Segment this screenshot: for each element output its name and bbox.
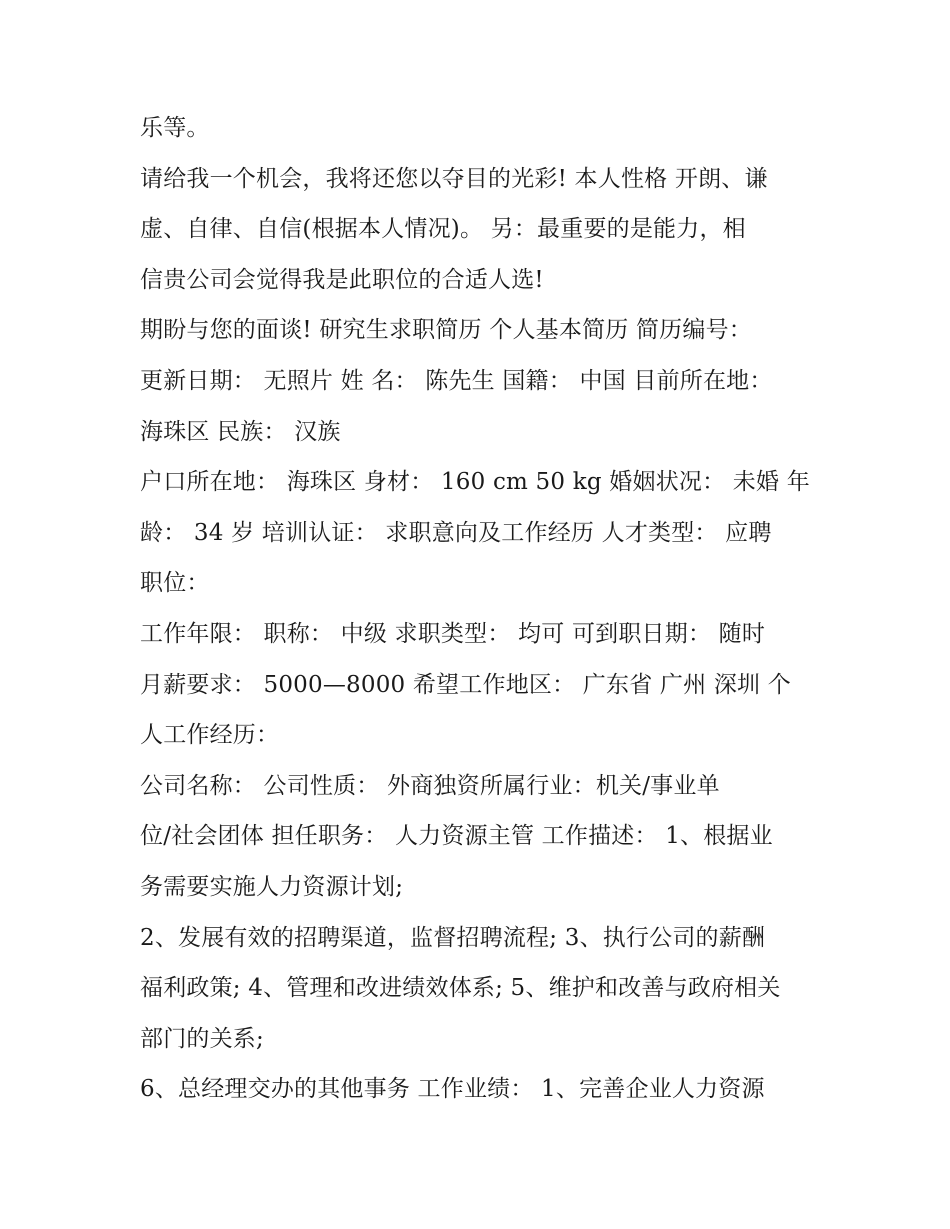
text-line: 务需要实施人力资源计划; — [140, 873, 404, 900]
text-line: 期盼与您的面谈! 研究生求职简历 个人基本简历 简历编号： — [140, 317, 752, 344]
text-line: 位/社会团体 担任职务： 人力资源主管 工作描述： 1、根据业 — [140, 823, 773, 850]
text-line: 公司名称： 公司性质： 外商独资所属行业：机关/事业单 — [140, 772, 720, 799]
text-line: 龄： 34 岁 培训认证： 求职意向及工作经历 人才类型： 应聘 — [140, 519, 772, 546]
text-line: 部门的关系; — [140, 1025, 264, 1052]
text-line: 2、发展有效的招聘渠道，监督招聘流程; 3、执行公司的薪酬 — [140, 924, 766, 951]
text-line: 虚、自律、自信(根据本人情况)。 另：最重要的是能力，相 — [140, 216, 746, 243]
text-line: 职位： — [140, 570, 210, 597]
text-line: 海珠区 民族： 汉族 — [140, 418, 341, 445]
text-line: 福利政策; 4、管理和改进绩效体系; 5、维护和改善与政府相关 — [140, 975, 781, 1002]
text-line: 工作年限： 职称： 中级 求职类型： 均可 可到职日期： 随时 — [140, 620, 766, 647]
text-line: 6、总经理交办的其他事务 工作业绩： 1、完善企业人力资源 — [140, 1076, 765, 1103]
text-line: 更新日期： 无照片 姓 名： 陈先生 国籍： 中国 目前所在地： — [140, 367, 773, 394]
text-line: 乐等。 — [140, 115, 210, 141]
document-body — [140, 103, 820, 1115]
text-line: 请给我一个机会，我将还您以夺目的光彩! 本人性格 开朗、谦 — [140, 165, 768, 192]
text-line: 信贵公司会觉得我是此职位的合适人选! — [140, 266, 544, 293]
text-line: 户口所在地： 海珠区 身材： 160 cm 50 kg 婚姻状况： 未婚 年 — [140, 469, 810, 496]
text-line: 月薪要求： 5000—8000 希望工作地区： 广东省 广州 深圳 个 — [140, 671, 791, 698]
text-line: 人工作经历： — [140, 722, 280, 749]
